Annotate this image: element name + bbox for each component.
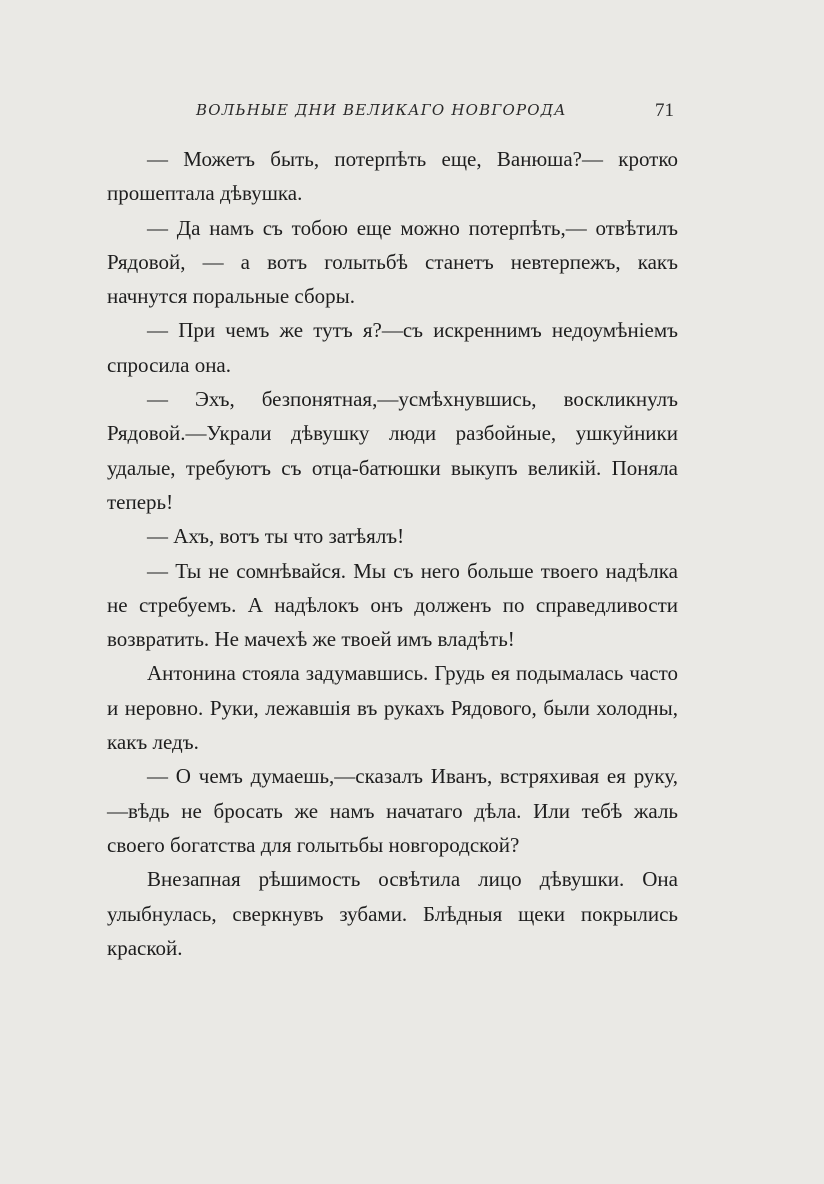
paragraph: — Ахъ, вотъ ты что затѣялъ! <box>147 524 405 549</box>
body-text <box>107 142 678 965</box>
paragraph: — При чемъ же тутъ я?—съ искреннимъ недоумѣніемъ спросила она. <box>107 318 678 377</box>
paragraph: — О чемъ думаешь,—сказалъ Иванъ, встряхивая ея руку,—вѣдь не бросать же намъ начатаго дѣла. Или тебѣ жаль своего богатства для голытьбы новгородской? <box>107 764 678 857</box>
paragraph: — Эхъ, безпонятная,—усмѣхнувшись, воскликнулъ Рядовой.—Украли дѣвушку люди разбойные, ушкуйники удалые, требуютъ съ отца-батюшки выкупъ великій. Поняла теперь! <box>107 387 678 514</box>
paragraph: Антонина стояла задумавшись. Грудь ея подымалась часто и неровно. Руки, лежавшія въ рукахъ Рядового, были холодны, какъ ледъ. <box>107 661 678 755</box>
paragraph: — Ты не сомнѣвайся. Мы съ него больше твоего надѣлка не стребуемъ. А надѣлокъ онъ долженъ по справедливости возвратить. Не мачехѣ же твоей имъ владѣть! <box>107 558 678 652</box>
running-head <box>108 101 678 125</box>
paragraph: — Можетъ быть, потерпѣть еще, Ванюша?— кротко прошептала дѣвушка. <box>107 147 678 206</box>
page-number: 71 <box>655 100 674 121</box>
paragraph: Внезапная рѣшимость освѣтила лицо дѣвушки. Она улыбнулась, сверкнувъ зубами. Блѣдныя щеки покрылись краской. <box>107 867 678 960</box>
running-title: ВОЛЬНЫЕ ДНИ ВЕЛИКАГО НОВГОРОДА <box>196 101 567 119</box>
paragraph: — Да намъ съ тобою еще можно потерпѣть,— отвѣтилъ Рядовой, — а вотъ голытьбѣ станетъ невтерпежъ, какъ начнутся поральные сборы. <box>107 215 678 309</box>
